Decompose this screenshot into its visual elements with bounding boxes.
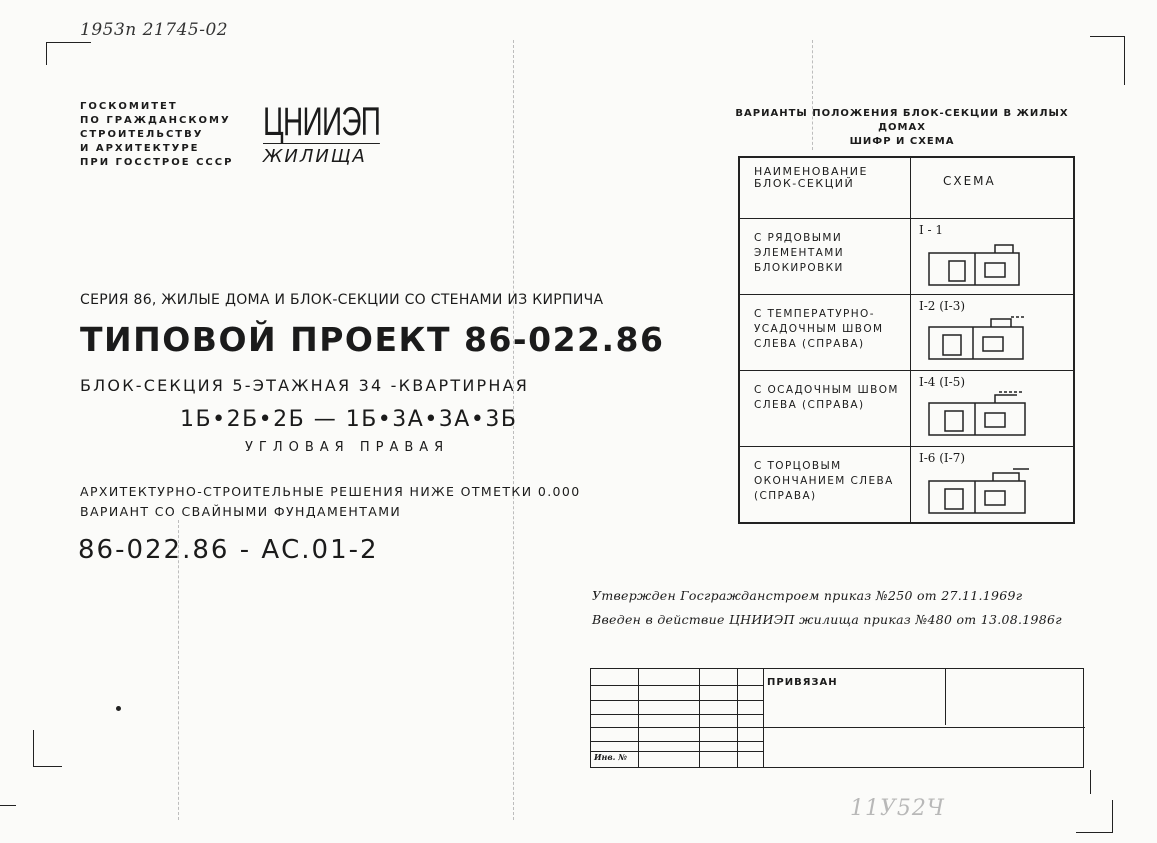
corner-mark-top-left xyxy=(46,42,91,65)
stamp-divider xyxy=(638,669,639,767)
corner-mark-bottom-right xyxy=(1076,800,1113,833)
variants-title-line: ШИФР И СХЕМА xyxy=(849,136,955,147)
approval-notes xyxy=(592,584,1062,632)
scheme-diagram-icon xyxy=(919,239,1031,289)
bottom-pencil-note: 11У52Ч xyxy=(850,796,945,821)
committee-line: И АРХИТЕКТУРЕ xyxy=(80,143,200,154)
variant-scheme xyxy=(911,371,1075,447)
committee-line: ПРИ ГОССТРОЕ СССР xyxy=(80,157,234,168)
institute-mark: ЦНИИЭП xyxy=(263,100,381,144)
archive-number: 1953п 21745-02 xyxy=(80,20,229,40)
institute-subtitle: ЖИЛИЩА xyxy=(263,146,367,167)
committee-line: СТРОИТЕЛЬСТВУ xyxy=(80,129,204,140)
fold-line-left xyxy=(178,520,179,820)
committee-name xyxy=(80,100,233,170)
block-section-line: БЛОК-СЕКЦИЯ 5-ЭТАЖНАЯ 34 -КВАРТИРНАЯ xyxy=(80,376,530,395)
stamp-divider xyxy=(591,714,763,715)
committee-line: ГОСКОМИТЕТ xyxy=(80,101,178,112)
approved-line: Утвержден Госгражданстроем приказ №250 от 27.11.1969г xyxy=(592,588,1023,603)
variants-title-line: ВАРИАНТЫ ПОЛОЖЕНИЯ БЛОК-СЕКЦИИ В ЖИЛЫХ ДОМАХ xyxy=(735,108,1069,133)
column-header-scheme: СХЕМА xyxy=(911,157,1075,219)
committee-line: ПО ГРАЖДАНСКОМУ xyxy=(80,115,231,126)
arch-solutions-line: АРХИТЕКТУРНО-СТРОИТЕЛЬНЫЕ РЕШЕНИЯ НИЖЕ ОТМЕТКИ 0.000 xyxy=(80,484,581,499)
variant-name: С ТЕМПЕРАТУРНО-УСАДОЧНЫМ ШВОМ СЛЕВА (СПРАВА) xyxy=(739,295,911,371)
table-row xyxy=(739,371,1074,447)
table-row xyxy=(739,295,1074,371)
variants-title xyxy=(712,107,1092,149)
institute-logo xyxy=(263,102,430,167)
side-mark-left xyxy=(0,805,16,806)
variant-scheme xyxy=(911,219,1075,295)
variant-name: С ОСАДОЧНЫМ ШВОМ СЛЕВА (СПРАВА) xyxy=(739,371,911,447)
variant-code: I - 1 xyxy=(919,223,944,237)
stamp-bound-label: ПРИВЯЗАН xyxy=(767,677,838,688)
variant-name: С РЯДОВЫМИ ЭЛЕМЕНТАМИ БЛОКИРОВКИ xyxy=(739,219,911,295)
variant-code: I-4 (I-5) xyxy=(919,375,966,389)
stamp-divider xyxy=(591,727,1085,728)
variants-table xyxy=(738,156,1075,524)
stamp-divider xyxy=(591,741,763,742)
stamp-inventory-label: Инв. № xyxy=(594,752,627,762)
ink-dot xyxy=(116,706,121,711)
apartment-formula: 1Б•2Б•2Б — 1Б•3А•3А•3Б xyxy=(180,407,518,432)
corner-mark-bottom-left xyxy=(33,730,62,767)
project-title: ТИПОВОЙ ПРОЕКТ 86-022.86 xyxy=(80,320,665,359)
stamp-divider xyxy=(591,685,763,686)
scheme-diagram-icon xyxy=(919,315,1031,365)
table-row xyxy=(739,219,1074,295)
corner-mark-top-right xyxy=(1090,36,1125,85)
stamp-divider xyxy=(945,669,946,725)
binding-stamp xyxy=(590,668,1084,768)
variant-scheme xyxy=(911,295,1075,371)
stamp-divider xyxy=(699,669,700,767)
stamp-divider xyxy=(763,669,764,767)
stamp-divider xyxy=(591,700,763,701)
arch-solutions-line: ВАРИАНТ СО СВАЙНЫМИ ФУНДАМЕНТАМИ xyxy=(80,504,402,519)
series-line: СЕРИЯ 86, ЖИЛЫЕ ДОМА И БЛОК-СЕКЦИИ СО СТЕНАМИ ИЗ КИРПИЧА xyxy=(80,292,604,308)
arch-solutions xyxy=(80,482,581,522)
scheme-diagram-icon xyxy=(919,391,1031,441)
table-header-row xyxy=(739,157,1074,219)
table-row xyxy=(739,447,1074,523)
corner-type: УГЛОВАЯ ПРАВАЯ xyxy=(245,440,450,455)
variant-code: I-2 (I-3) xyxy=(919,299,966,313)
variant-scheme xyxy=(911,447,1075,523)
introduced-line: Введен в действие ЦНИИЭП жилища приказ №480 от 13.08.1986г xyxy=(592,612,1062,627)
variant-code: I-6 (I-7) xyxy=(919,451,966,465)
scheme-diagram-icon xyxy=(919,467,1031,517)
side-mark-right-bottom xyxy=(1090,770,1091,794)
sheet-code: 86-022.86 - АС.01-2 xyxy=(78,535,379,565)
column-header-name: НАИМЕНОВАНИЕ БЛОК-СЕКЦИЙ xyxy=(739,157,911,219)
variant-name: С ТОРЦОВЫМ ОКОНЧАНИЕМ СЛЕВА (СПРАВА) xyxy=(739,447,911,523)
stamp-divider xyxy=(737,669,738,767)
